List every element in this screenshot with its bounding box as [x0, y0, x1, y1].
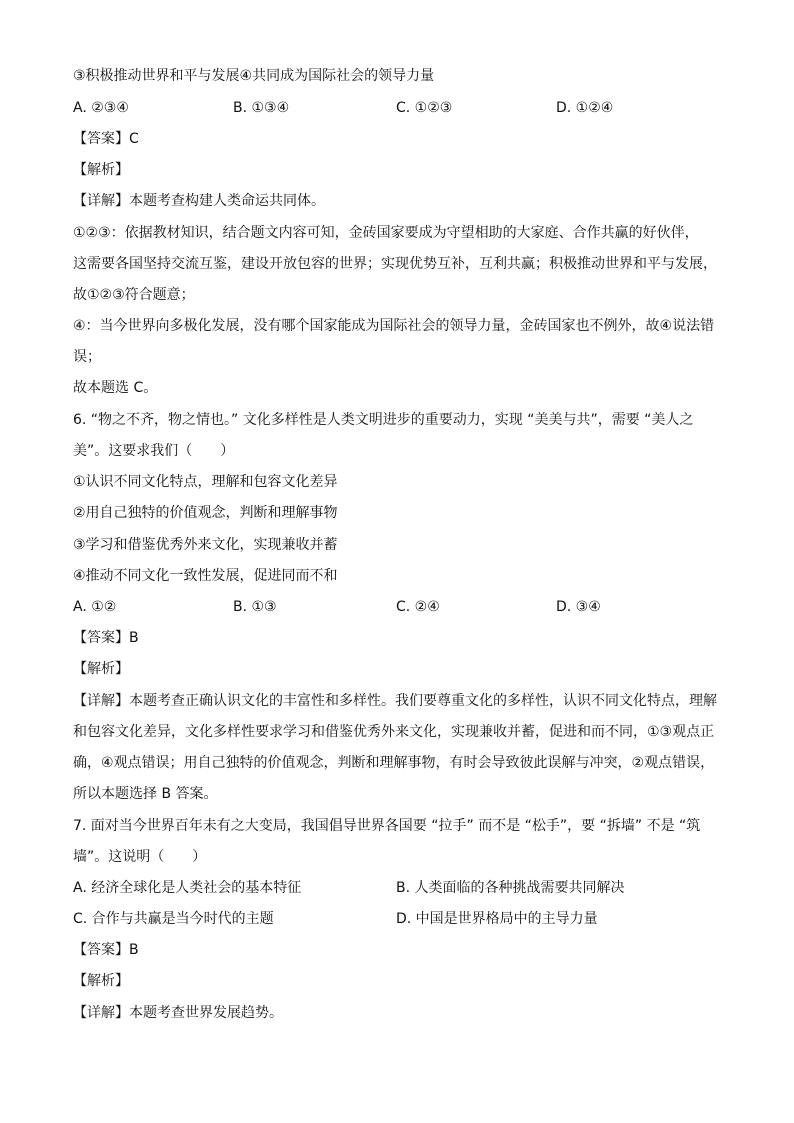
q6-stem-line1: 6. “物之不齐，物之情也。” 文化多样性是人类文明进步的重要动力，实现 “美美与共”，需要 “美人之: [73, 412, 694, 428]
q7-analysis-label: 【解析】: [73, 973, 129, 989]
q6-option-1: ①认识不同文化特点，理解和包容文化差异: [73, 474, 338, 490]
q5-conclusion: 故本题选 C。: [73, 380, 158, 396]
q6-choice-b: B. ①③: [233, 599, 277, 615]
q6-choice-a: A. ①②: [73, 599, 117, 615]
q5-analysis-label: 【解析】: [73, 162, 129, 178]
q5-para2-line1: ④：当今世界向多极化发展，没有哪个国家能成为国际社会的领导力量，金砖国家也不例外，故④说法错: [73, 318, 715, 334]
q7-answer: 【答案】B: [73, 942, 139, 958]
q6-option-4: ④推动不同文化一致性发展，促进同而不和: [73, 568, 338, 584]
q5-detail: 【详解】本题考查构建人类命运共同体。: [73, 193, 325, 209]
q7-choice-d: D. 中国是世界格局中的主导力量: [396, 911, 598, 927]
q5-para1-line1: ①②③：依据教材知识，结合题文内容可知，金砖国家要成为守望相助的大家庭、合作共赢的好伙伴，: [73, 225, 699, 241]
q7-detail: 【详解】本题考查世界发展趋势。: [73, 1005, 283, 1021]
q5-para2-line2: 误；: [73, 349, 101, 365]
q6-choice-d: D. ③④: [556, 599, 601, 615]
q6-detail-line2: 和包容文化差异，文化多样性要求学习和借鉴优秀外来文化，实现兼收并蓄，促进和而不同，①③观点正: [73, 724, 715, 740]
q5-para1-line2: 这需要各国坚持交流互鉴，建设开放包容的世界；实现优势互补，互利共赢；积极推动世界和平与发展，: [73, 256, 717, 272]
q6-detail-line1: 【详解】本题考查正确认识文化的丰富性和多样性。我们要尊重文化的多样性，认识不同文化特点，理解: [73, 693, 717, 709]
q6-analysis-label: 【解析】: [73, 661, 129, 677]
q7-choice-a: A. 经济全球化是人类社会的基本特征: [73, 880, 302, 896]
q6-detail-line3: 确，④观点错误；用自己独特的价值观念，判断和理解事物，有时会导致彼此误解与冲突，②观点错误，: [73, 755, 715, 771]
q6-option-2: ②用自己独特的价值观念，判断和理解事物: [73, 505, 338, 521]
q6-choice-c: C. ②④: [396, 599, 440, 615]
q5-choice-d: D. ①②④: [556, 100, 614, 116]
q5-choice-c: C. ①②③: [396, 100, 453, 116]
q5-option-line: ③积极推动世界和平与发展④共同成为国际社会的领导力量: [73, 68, 435, 84]
q5-answer: 【答案】C: [73, 131, 139, 147]
q7-choice-c: C. 合作与共赢是当今时代的主题: [73, 911, 274, 927]
q6-detail-line4: 所以本题选择 B 答案。: [73, 786, 218, 802]
q6-stem-line2: 美”。这要求我们（ ）: [73, 443, 235, 459]
q5-choice-b: B. ①③④: [233, 100, 290, 116]
q7-stem-line1: 7. 面对当今世界百年未有之大变局，我国倡导世界各国要 “拉手” 而不是 “松手”，要 “拆墙” 不是 “筑: [73, 818, 701, 834]
q7-choice-b: B. 人类面临的各种挑战需要共同解决: [396, 880, 625, 896]
q7-stem-line2: 墙”。这说明（ ）: [73, 849, 207, 865]
q5-choice-a: A. ②③④: [73, 100, 129, 116]
q5-para1-line3: 故①②③符合题意；: [73, 287, 195, 303]
q6-answer: 【答案】B: [73, 630, 139, 646]
q6-option-3: ③学习和借鉴优秀外来文化，实现兼收并蓄: [73, 537, 338, 553]
